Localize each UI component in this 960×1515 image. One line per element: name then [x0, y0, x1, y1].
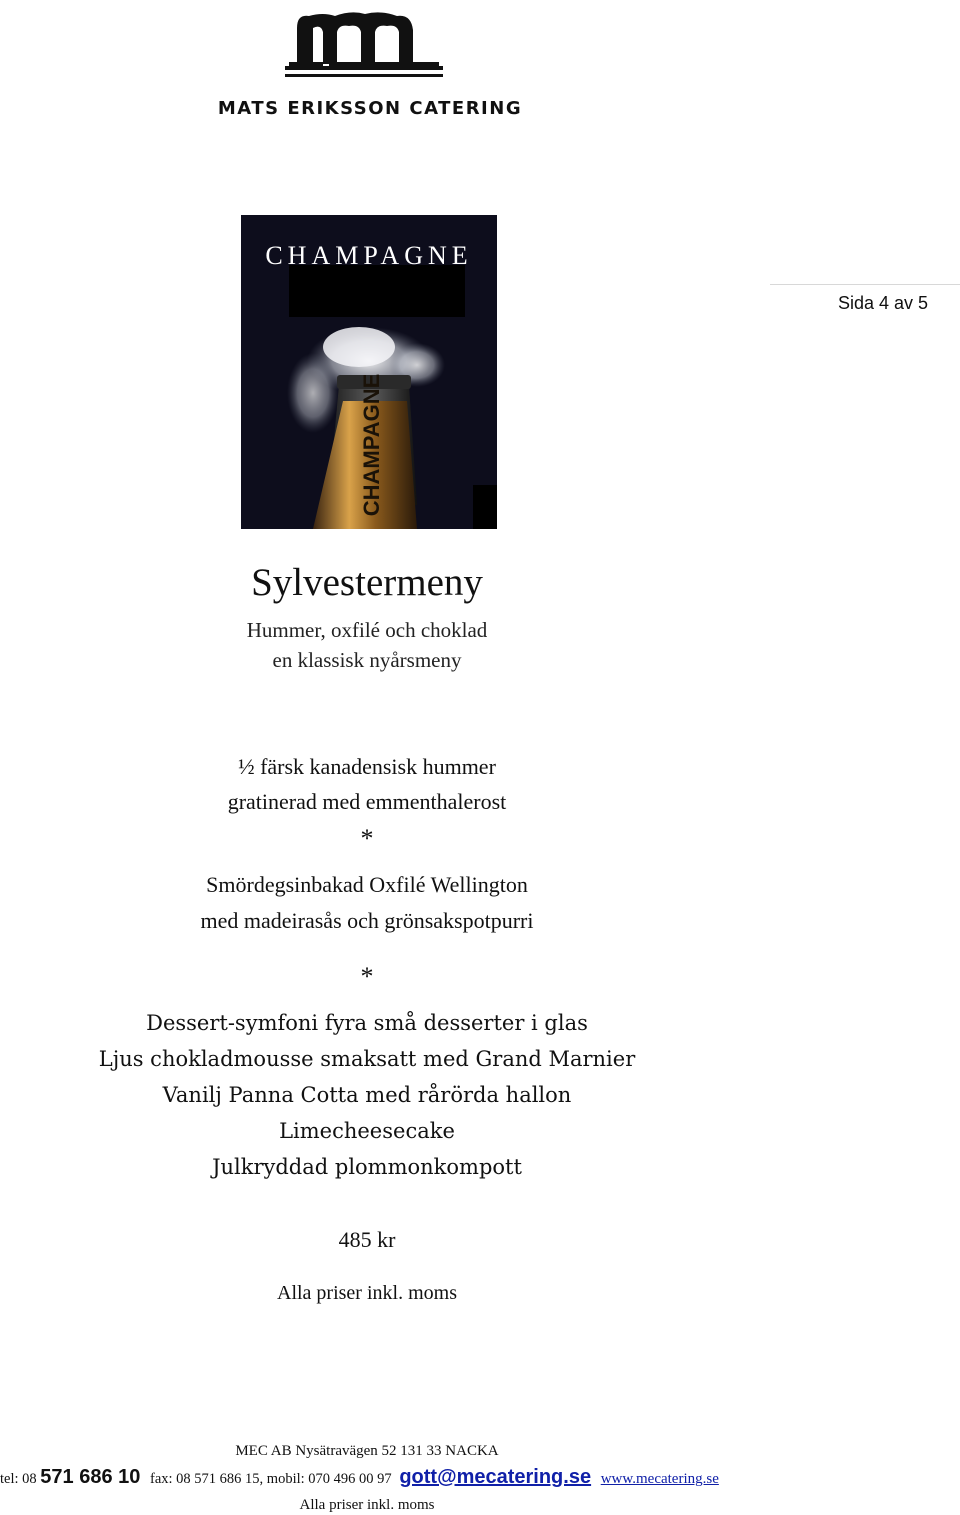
- main-line-1: Smördegsinbakad Oxfilé Wellington: [206, 872, 528, 897]
- website-link[interactable]: www.mecatering.se: [600, 1471, 719, 1487]
- logo-wordmark: MATS ERIKSSON CATERING: [217, 98, 523, 119]
- dessert-line-1: Dessert-symfoni fyra små desserter i glas: [146, 1011, 588, 1035]
- company-logo: [185, 8, 555, 126]
- page-indicator: Sida 4 av 5: [770, 284, 960, 318]
- dessert-line-3: Vanilj Panna Cotta med rårörda hallon: [162, 1083, 572, 1107]
- vat-note: Alla priser inkl. moms: [277, 1282, 457, 1304]
- subtitle-line-1: Hummer, oxfilé och choklad: [246, 618, 488, 642]
- subtitle-line-2: en klassisk nyårsmeny: [272, 648, 462, 672]
- starter-line-1: ½ färsk kanadensisk hummer: [238, 754, 496, 779]
- dessert-line-4: Limecheesecake: [279, 1119, 455, 1143]
- bottle-label: CHAMPAGNE: [359, 373, 384, 517]
- course-separator: *: [360, 824, 374, 853]
- champagne-poster-image: [241, 215, 497, 529]
- main-line-2: med madeirasås och grönsakspotpurri: [200, 908, 534, 933]
- starter-line-2: gratinerad med emmenthalerost: [227, 789, 507, 814]
- dessert-line-5: Julkryddad plommonkompott: [212, 1155, 522, 1179]
- footer-address: MEC AB Nysätravägen 52 131 33 NACKA: [235, 1443, 499, 1459]
- footer-vat-note: Alla priser inkl. moms: [299, 1497, 435, 1513]
- course-separator: *: [360, 962, 374, 991]
- email-link[interactable]: gott@mecatering.se: [399, 1466, 592, 1488]
- dessert-line-2: Ljus chokladmousse smaksatt med Grand Marnier: [98, 1047, 636, 1071]
- logo-monogram: [185, 8, 555, 98]
- poster-title: CHAMPAGNE: [265, 241, 473, 270]
- menu-price: 485 kr: [338, 1227, 396, 1252]
- fax-mobile: fax: 08 571 686 15, mobil: 070 496 00 97: [150, 1471, 392, 1487]
- menu-title: Sylvestermeny: [251, 561, 483, 604]
- footer-contact: [0, 1466, 960, 1489]
- tel-number[interactable]: 571 686 10: [40, 1466, 141, 1488]
- tel-label: tel: 08: [0, 1471, 37, 1487]
